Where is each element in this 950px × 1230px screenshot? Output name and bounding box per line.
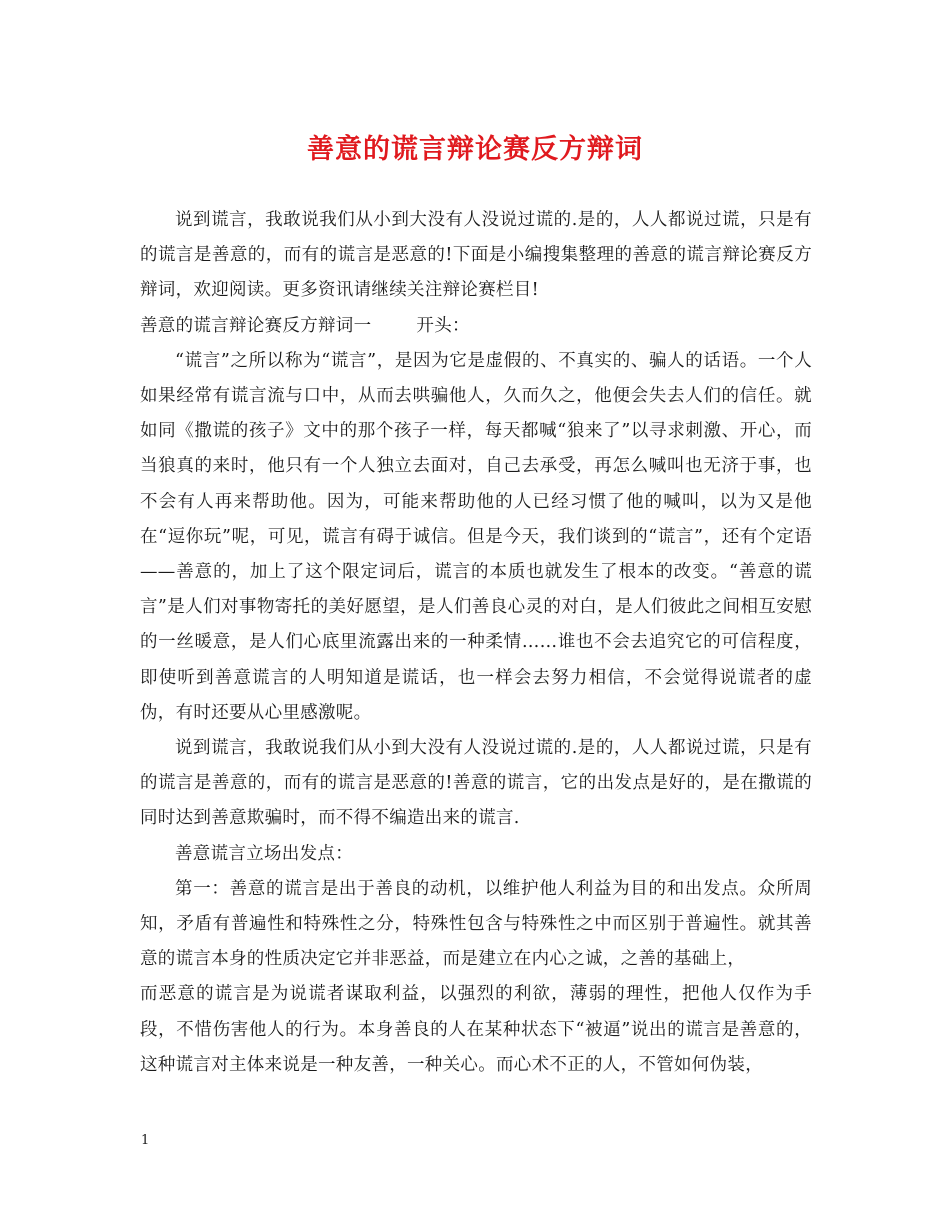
section-heading-label: 善意的谎言辩论赛反方辩词一 [140, 315, 372, 336]
body-paragraph-everyone-lies: 说到谎言，我敢说我们从小到大没有人没说过谎的.是的，人人都说过谎，只是有的谎言是善意的，而有的谎言是恶意的!善意的谎言，它的出发点是好的，是在撒谎的同时达到善意欺骗时，而不得不编造出来的谎言. [140, 738, 812, 829]
body-paragraph-position-heading: 善意谎言立场出发点： [175, 843, 353, 864]
body-paragraph-malicious-lies: 而恶意的谎言是为说谎者谋取利益，以强烈的利欲，薄弱的理性，把他人仅作为手段，不惜伤害他人的行为。本身善良的人在某种状态下“被逼”说出的谎言是善意的，这种谎言对主体来说是一种友善，一种关心。而心术不正的人，不管如何伪装， [140, 984, 812, 1075]
document-title: 善意的谎言辩论赛反方辩词 [307, 134, 643, 165]
section-heading [140, 309, 812, 344]
body-paragraph-point-one: 第一：善意的谎言是出于善良的动机，以维护他人利益为目的和出发点。众所周知，矛盾有普遍性和特殊性之分，特殊性包含与特殊性之中而区别于普遍性。就其善意的谎言本身的性质决定它并非恶益，而是建立在内心之诚，之善的基础上， [140, 878, 812, 970]
document-body [140, 203, 812, 1083]
section-heading-sub: 开头： [416, 315, 470, 336]
page-number: 1 [141, 1133, 150, 1148]
body-paragraph-lies-definition: “谎言”之所以称为“谎言”，是因为它是虚假的、不真实的、骗人的话语。一个人如果经常有谎言流与口中，从而去哄骗他人，久而久之，他便会失去人们的信任。就如同《撒谎的孩子》文中的那个孩子一样，每天都喊“狼来了”以寻求刺激、开心，而当狼真的来时，他只有一个人独立去面对，自己去承受，再怎么喊叫也无济于事，也不会有人再来帮助他。因为，可能来帮助他的人已经习惯了他的喊叫，以为又是他在“逗你玩”呢，可见，谎言有碍于诚信。但是今天，我们谈到的“谎言”，还有个定语——善意的，加上了这个限定词后，谎言的本质也就发生了根本的改变。“善意的谎言”是人们对事物寄托的美好愿望，是人们善良心灵的对白，是人们彼此之间相互安慰的一丝暖意，是人们心底里流露出来的一种柔情……谁也不会去追究它的可信程度，即使听到善意谎言的人明知道是谎话，也一样会去努力相信，不会觉得说谎者的虚伪，有时还要从心里感激呢。 [140, 350, 812, 723]
intro-paragraph: 说到谎言，我敢说我们从小到大没有人没说过谎的.是的，人人都说过谎，只是有的谎言是善意的，而有的谎言是恶意的!下面是小编搜集整理的善意的谎言辩论赛反方辩词，欢迎阅读。更多资讯请继续关注辩论赛栏目! [140, 210, 812, 301]
